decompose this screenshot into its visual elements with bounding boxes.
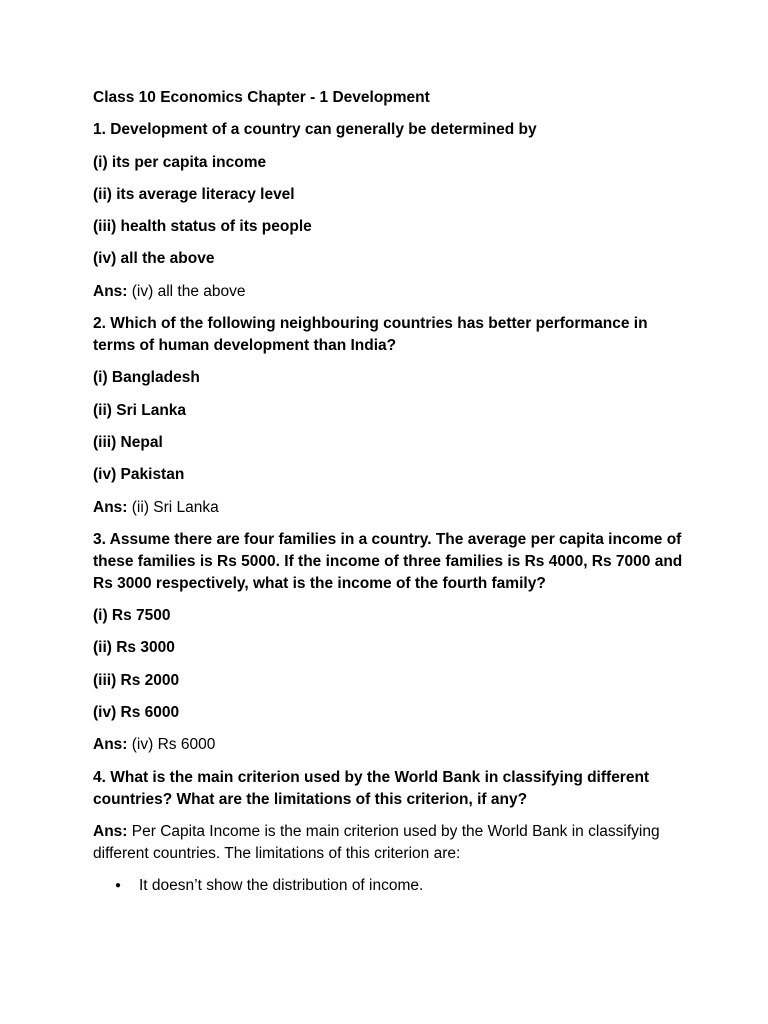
- answer-label: Ans:: [93, 498, 128, 516]
- option: (ii) Rs 3000: [93, 639, 175, 657]
- document-title: Class 10 Economics Chapter - 1 Development: [93, 89, 430, 106]
- option: (iv) Rs 6000: [93, 704, 180, 722]
- answer-2: [93, 497, 683, 519]
- option: (i) its per capita income: [93, 153, 267, 171]
- option: (i) Bangladesh: [93, 369, 200, 387]
- answer-1: [93, 281, 683, 303]
- option: (iv) all the above: [93, 250, 215, 268]
- answer-text: (iv) Rs 6000: [131, 736, 216, 754]
- option: (iii) health status of its people: [93, 218, 312, 236]
- option: (ii) its average literacy level: [93, 185, 295, 203]
- answer-label: Ans:: [93, 736, 128, 754]
- option: (iii) Rs 2000: [93, 671, 180, 689]
- answer-text: (ii) Sri Lanka: [131, 498, 219, 516]
- list-item-text: It doesn’t show the distribution of income.: [139, 877, 424, 895]
- question-4: 4. What is the main criterion used by the World Bank in classifying different countries? What are the limitations of this criterion, if any?: [93, 768, 650, 808]
- answer-4: [93, 821, 683, 865]
- question-1: 1. Development of a country can generally be determined by: [93, 121, 537, 139]
- list-item: [93, 875, 683, 897]
- answer-label: Ans:: [93, 822, 128, 840]
- option: (iii) Nepal: [93, 433, 163, 451]
- option: (iv) Pakistan: [93, 466, 185, 484]
- option: (i) Rs 7500: [93, 607, 171, 625]
- answer-text: (iv) all the above: [131, 282, 246, 300]
- question-3: 3. Assume there are four families in a country. The average per capita income of these families is Rs 5000. If the income of three families is Rs 4000, Rs 7000 and Rs 3000 respectively, what is the income of the fourth family?: [93, 530, 683, 592]
- answer-3: [93, 734, 683, 756]
- answer-label: Ans:: [93, 282, 128, 300]
- option: (ii) Sri Lanka: [93, 401, 187, 419]
- bullet-icon: ●: [115, 880, 122, 892]
- document-page: [93, 87, 683, 897]
- question-2: 2. Which of the following neighbouring countries has better performance in terms of human development than India?: [93, 315, 648, 355]
- limitations-list: [93, 875, 683, 897]
- answer-text: Per Capita Income is the main criterion used by the World Bank in classifying different countries. The limitations of this criterion are:: [93, 822, 660, 862]
